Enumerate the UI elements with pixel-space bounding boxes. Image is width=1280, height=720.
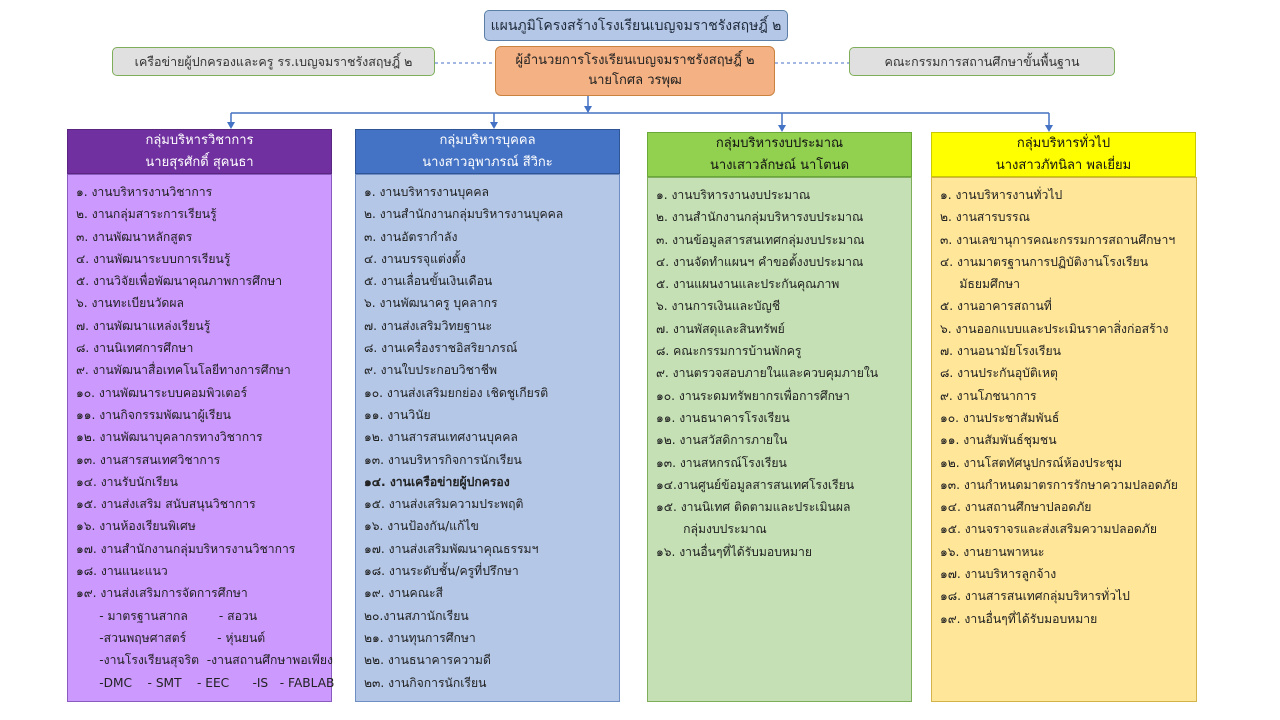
- director-arrow: [584, 106, 592, 113]
- budget-group-title: กลุ่มบริหารงบประมาณ: [715, 135, 844, 151]
- task-item: ๑๔. งานเครือข่ายผู้ปกครอง: [364, 474, 510, 489]
- task-item: ๒. งานสำนักงานกลุ่มบริหารงบประมาณ: [656, 210, 864, 225]
- task-item: ๑๒. งานโสตทัศนูปกรณ์ห้องประชุม: [940, 455, 1123, 470]
- task-item: ๑๑. งานวินัย: [364, 407, 431, 422]
- task-item: ๑๑. งานธนาคารโรงเรียน: [656, 410, 790, 425]
- task-item: ๔. งานจัดทำแผนฯ คำขอตั้งงบประมาณ: [656, 254, 864, 269]
- task-item: ๖. งานออกแบบและประเมินราคาสิ่งก่อสร้าง: [940, 321, 1169, 336]
- task-item: ๑๓. งานบริหารกิจการนักเรียน: [364, 452, 522, 467]
- task-item: ๗. งานพัสดุและสินทรัพย์: [656, 321, 785, 336]
- task-item: ๑๗. งานบริหารลูกจ้าง: [940, 567, 1057, 582]
- task-item: ๑๕. งานนิเทศ ติดตามและประเมินผล: [656, 500, 851, 515]
- task-item: ๑๑. งานสัมพันธ์ชุมชน: [940, 433, 1057, 448]
- task-item: - มาตรฐานสากล - สอวน: [76, 608, 258, 623]
- budget-group-header: [647, 132, 912, 177]
- task-item: ๑๔.งานศูนย์ข้อมูลสารสนเทศโรงเรียน: [656, 477, 855, 492]
- arrow-academic: [227, 122, 235, 129]
- general-group-leader: นางสาวภัทนิลา พลเยี่ยม: [995, 157, 1132, 173]
- general-group-title: กลุ่มบริหารทั่วไป: [1016, 135, 1111, 151]
- task-item: ๙. งานใบประกอบวิชาชีพ: [364, 363, 498, 378]
- personnel-group-leader: นางสาวอุพาภรณ์ สีวิกะ: [422, 154, 553, 170]
- task-item: ๒. งานกลุ่มสาระการเรียนรู้: [76, 207, 217, 222]
- task-item: ๒๒. งานธนาคารความดี: [364, 653, 491, 668]
- task-item: ๗. งานอนามัยโรงเรียน: [940, 344, 1061, 359]
- school-board-box: คณะกรรมการสถานศึกษาขั้นพื้นฐาน: [849, 47, 1115, 76]
- academic-task-list: [67, 174, 335, 702]
- task-item: ๕. งานเลื่อนขั้นเงินเดือน: [364, 274, 493, 289]
- personnel-group-title: กลุ่มบริหารบุคคล: [439, 132, 536, 148]
- task-item: ๑๖. งานป้องกัน/แก้ไข: [364, 519, 479, 534]
- academic-group-header: [67, 129, 332, 174]
- task-item: ๑๙. งานคณะสี: [364, 586, 443, 601]
- general-task-list: [931, 177, 1197, 702]
- task-item: ๑๓. งานสารสนเทศวิชาการ: [76, 452, 221, 467]
- task-item: ๔. งานมาตรฐานการปฏิบัติงานโรงเรียน: [940, 254, 1149, 269]
- task-item: -งานโรงเรียนสุจริต -งานสถานศึกษาพอเพียง: [76, 653, 333, 668]
- task-item: ๘. งานประกันอุบัติเหตุ: [940, 366, 1058, 381]
- task-item: ๓. งานอัตรากำลัง: [364, 229, 458, 244]
- task-item: ๖. งานพัฒนาครู บุคลากร: [364, 296, 498, 311]
- task-item: ๑๐. งานประชาสัมพันธ์: [940, 410, 1060, 425]
- task-item: ๙. งานตรวจสอบภายในและควบคุมภายใน: [656, 366, 879, 381]
- task-item: ๑๒. งานสารสนเทศงานบุคคล: [364, 430, 518, 445]
- arrow-general: [1045, 125, 1053, 132]
- task-item: ๑๖. งานห้องเรียนพิเศษ: [76, 519, 196, 534]
- task-item: ๑๘. งานสารสนเทศกลุ่มบริหารทั่วไป: [940, 589, 1130, 604]
- general-group-header: [931, 132, 1196, 177]
- task-item: ๘. คณะกรรมการบ้านพักครู: [656, 344, 802, 359]
- task-item: ๑๒. งานสวัสดิการภายใน: [656, 433, 788, 448]
- task-item: ๑๔. งานรับนักเรียน: [76, 474, 179, 489]
- task-item: มัธยมศึกษา: [940, 277, 1021, 292]
- task-item: ๑๖. งานอื่นๆที่ได้รับมอบหมาย: [656, 544, 813, 559]
- task-item: ๖. งานทะเบียนวัดผล: [76, 296, 184, 311]
- task-item: ๑๐. งานพัฒนาระบบคอมพิวเตอร์: [76, 385, 248, 400]
- task-item: ๓. งานเลขานุการคณะกรรมการสถานศึกษาฯ: [940, 232, 1176, 247]
- task-item: ๕. งานวิจัยเพื่อพัฒนาคุณภาพการศึกษา: [76, 274, 283, 289]
- task-item: ๑. งานบริหารงานทั่วไป: [940, 188, 1063, 202]
- academic-group-title: กลุ่มบริหารวิชาการ: [145, 132, 254, 148]
- task-item: ๕. งานอาคารสถานที่: [940, 299, 1052, 314]
- task-item: ๑๗. งานส่งเสริมพัฒนาคุณธรรมฯ: [364, 541, 539, 556]
- academic-group-leader: นายสุรศักดิ์ สุคนธา: [145, 154, 254, 170]
- director-title: ผู้อำนวยการโรงเรียนเบญจมราชรังสฤษฎิ์ ๒: [515, 53, 755, 68]
- personnel-group-header: [355, 129, 620, 174]
- personnel-task-list: [355, 174, 620, 702]
- task-item: ๓. งานข้อมูลสารสนเทศกลุ่มงบประมาณ: [656, 232, 865, 247]
- task-item: ๑๑. งานกิจกรรมพัฒนาผู้เรียน: [76, 407, 231, 422]
- task-item: ๑๗. งานสำนักงานกลุ่มบริหารงานวิชาการ: [76, 541, 296, 556]
- task-item: ๑. งานบริหารงานวิชาการ: [76, 185, 213, 199]
- task-item: ๑๙. งานอื่นๆที่ได้รับมอบหมาย: [940, 611, 1098, 626]
- task-item: ๑๕. งานส่งเสริม สนับสนุนวิชาการ: [76, 497, 256, 512]
- budget-task-list: [647, 177, 912, 702]
- task-item: ๓. งานพัฒนาหลักสูตร: [76, 229, 193, 244]
- task-item: ๑๕. งานส่งเสริมความประพฤติ: [364, 497, 524, 512]
- task-item: ๔. งานพัฒนาระบบการเรียนรู้: [76, 251, 231, 266]
- task-item: ๑. งานบริหารงานงบประมาณ: [656, 188, 811, 202]
- task-item: ๑๘. งานระดับชั้น/ครูที่ปรึกษา: [364, 564, 519, 579]
- director-box: [495, 46, 775, 96]
- task-item: ๘. งานนิเทศการศึกษา: [76, 341, 194, 356]
- task-item: ๑๐. งานส่งเสริมยกย่อง เชิดชูเกียรติ: [364, 385, 549, 400]
- parent-teacher-network-box: เครือข่ายผู้ปกครองและครู รร.เบญจมราชรังสฤษฎิ์ ๒: [112, 47, 435, 76]
- task-item: ๒๓. งานกิจการนักเรียน: [364, 675, 487, 690]
- task-item: ๒๐.งานสภานักเรียน: [364, 608, 469, 623]
- task-item: ๕. งานแผนงานและประกันคุณภาพ: [656, 277, 840, 292]
- task-item: ๑๔. งานสถานศึกษาปลอดภัย: [940, 500, 1092, 515]
- task-item: ๑๓. งานสหกรณ์โรงเรียน: [656, 455, 787, 470]
- arrow-budget: [778, 125, 786, 132]
- task-item: ๒๑. งานทุนการศึกษา: [364, 630, 476, 645]
- task-item: ๑๖. งานยานพาหนะ: [940, 544, 1045, 559]
- task-item: ๑. งานบริหารงานบุคคล: [364, 185, 489, 199]
- task-item: ๒. งานสำนักงานกลุ่มบริหารงานบุคคล: [364, 207, 564, 222]
- task-item: ๒. งานสารบรรณ: [940, 210, 1030, 225]
- task-item: -DMC - SMT - EEC -IS - FABLAB: [76, 675, 335, 690]
- task-item: ๑๓. งานกำหนดมาตรการรักษาความปลอดภัย: [940, 477, 1178, 492]
- task-item: ๔. งานบรรจุแต่งตั้ง: [364, 251, 466, 266]
- task-item: ๑๐. งานระดมทรัพยากรเพื่อการศึกษา: [656, 388, 850, 403]
- task-item: ๑๕. งานจราจรและส่งเสริมความปลอดภัย: [940, 522, 1157, 537]
- task-item: ๗. งานพัฒนาแหล่งเรียนรู้: [76, 318, 211, 333]
- budget-group-leader: นางเสาวลักษณ์ นาโตนด: [709, 157, 850, 173]
- task-item: กลุ่มงบประมาณ: [656, 522, 767, 537]
- task-item: ๑๙. งานส่งเสริมการจัดการศึกษา: [76, 586, 248, 601]
- arrow-personnel: [490, 122, 498, 129]
- task-item: ๑๘. งานแนะแนว: [76, 564, 168, 579]
- task-item: -สวนพฤษศาสตร์ - หุ่นยนต์: [76, 630, 266, 645]
- task-item: ๑๒. งานพัฒนาบุคลากรทางวิชาการ: [76, 430, 263, 445]
- task-item: ๙. งานพัฒนาสื่อเทคโนโลยีทางการศึกษา: [76, 363, 291, 378]
- task-item: ๘. งานเครื่องราชอิสริยาภรณ์: [364, 341, 518, 356]
- diagram-title: แผนภูมิโครงสร้างโรงเรียนเบญจมราชรังสฤษฎิ์ ๒: [484, 10, 788, 41]
- director-name: นายโกศล วรพุฒ: [588, 73, 682, 88]
- task-item: ๙. งานโภชนาการ: [940, 388, 1037, 403]
- task-item: ๖. งานการเงินและบัญชี: [656, 299, 781, 314]
- task-item: ๗. งานส่งเสริมวิทยฐานะ: [364, 318, 493, 333]
